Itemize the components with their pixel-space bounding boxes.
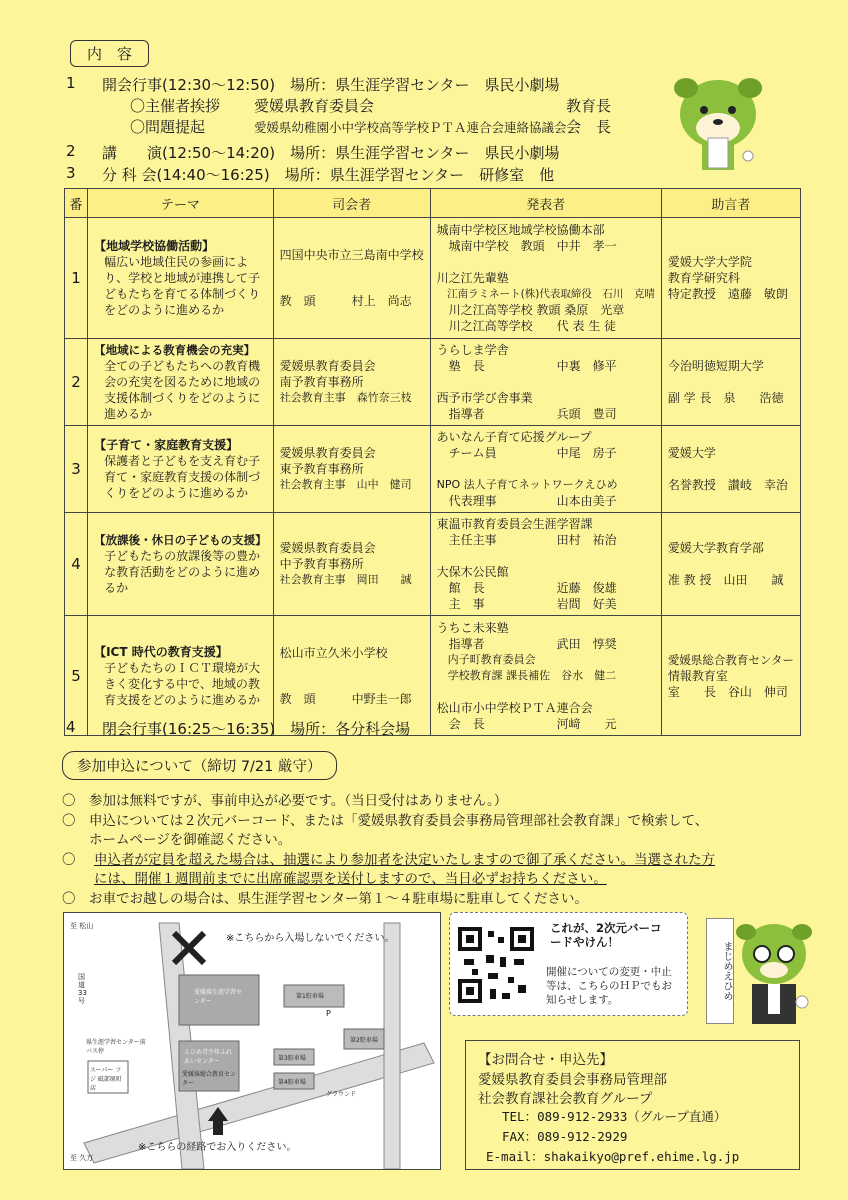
item-1-title: 開会行事(12:30～12:50) 場所：県生涯学習センター 県民小劇場 [102, 76, 560, 94]
row-no: 5 [65, 616, 88, 736]
col-header-host: 司会者 [273, 189, 430, 218]
advisor-name: 室 長 谷山 伸司 [667, 684, 788, 699]
presenter-line: 館 長 近藤 俊雄 [436, 581, 617, 595]
apply-bullet-2a: 〇 申込については２次元バーコード、または「愛媛県教育委員会事務局管理部社会教育課」で検索して、 [62, 813, 709, 829]
apply-bullet-3-mark: 〇 [62, 852, 76, 868]
map-label-p2: 第2駐車場 [350, 1037, 378, 1044]
presenter-line: 城南中学校区地域学校協働本部 [436, 223, 605, 237]
item-4-no: 4 [66, 718, 76, 736]
theme-title: 【放課後・休日の子どもの支援】 [94, 533, 267, 547]
presenter-line: 西予市学び舎事業 [436, 391, 533, 405]
host-name: 教 頭 村上 尚志 [279, 294, 412, 308]
advisor-dept [668, 556, 794, 572]
host-org: 愛媛県教育委員会 [279, 446, 376, 460]
advisor-org: 愛媛県総合教育センター [667, 652, 794, 667]
map-label-edu: 愛媛県総合教育センター [182, 1071, 237, 1087]
access-map [63, 912, 441, 1170]
host-office [280, 263, 424, 279]
contact-email[interactable]: E-mail：shakaikyo@pref.ehime.lg.jp [486, 1149, 740, 1164]
host-org: 愛媛県教育委員会 [279, 541, 376, 555]
item-3-title: 分 科 会(14:40～16:25) 場所：県生涯学習センター 研修室 他 [102, 166, 555, 184]
qr-box [449, 912, 688, 1016]
map-label-p4: 第4駐車場 [278, 1079, 306, 1086]
presenter-line: 川之江高等学校 教頭 桑原 光章 [436, 303, 625, 317]
presenter-line: 指導者 兵頭 豊司 [436, 407, 617, 421]
breakout-table [64, 188, 801, 736]
contact-box [465, 1040, 800, 1170]
presenter-line: 東温市教育委員会生涯学習課 [436, 517, 593, 531]
item-1-no: 1 [66, 74, 76, 92]
advisor-org: 今治明徳短期大学 [667, 359, 764, 373]
presenter-line: チーム員 中尾 房子 [436, 446, 617, 460]
theme-body: 全ての子どもたちへの教育機会の充実を図るために地域の支援体制づくりをどのように進めるか [104, 359, 261, 421]
contact-title: 【お問合せ・申込先】 [478, 1052, 613, 1068]
host-org: 四国中央市立三島南中学校 [279, 248, 424, 262]
qr-description: 開催についての変更・中止等は、こちらのＨＰでもお知らせします。 [546, 966, 672, 1006]
theme-title: 【地域による教育機会の充実】 [94, 343, 256, 357]
presenter-line [437, 548, 655, 564]
item-1-sub1-label: 〇主催者挨拶 [130, 97, 221, 115]
qr-callout: これが、2次元バーコードやけん！ [550, 921, 662, 949]
advisor-name: 特定教授 遠藤 敏朗 [667, 287, 788, 301]
advisor-dept: 教育学研究科 [667, 271, 740, 285]
presenter-line: うちこ未来塾 [436, 620, 509, 635]
map-label-super: スーパー フジ 砥部原町店 [90, 1067, 122, 1092]
advisor-name: 名誉教授 讃岐 幸治 [667, 478, 788, 492]
presenter-line: 川之江高等学校 代 表 生 徒 [436, 319, 617, 333]
contact-tel: TEL：089-912-2933（グループ直通） [502, 1109, 727, 1124]
advisor-org: 愛媛大学 [667, 446, 716, 460]
mascot-icon [668, 66, 768, 176]
map-note-top: ※こちらから入場しないでください。 [226, 933, 395, 944]
item-1-sub2-label: 〇問題提起 [130, 118, 206, 136]
theme-body: 幅広い地域住民の参画により、学校と地域が連携して子どもたちを育てる体制づくりをどのように進めるか [104, 255, 261, 317]
col-header-theme: テーマ [88, 189, 274, 218]
map-label-p1: 第1駐車場 [296, 993, 324, 1000]
table-row [65, 339, 801, 426]
presenter-line: 松山市小中学校ＰＴＡ連合会 [436, 700, 593, 715]
table-row [65, 426, 801, 513]
item-1-sub1-org: 愛媛県教育委員会 [254, 97, 375, 115]
map-label-ground: グラウンド [326, 1091, 357, 1098]
contact-line-2: 社会教育課社会教育グループ [478, 1091, 653, 1107]
apply-bullet-3a: 申込者が定員を超えた場合は、抽選により参加者を決定いたしますので御了承ください。当選された方 [94, 852, 715, 868]
presenter-line: 会 長 河﨑 元 [436, 716, 617, 731]
presenter-line: 指導者 武田 惇奨 [436, 636, 617, 651]
map-label-kuma: 至 久万 [70, 1154, 94, 1162]
presenter-line: 主任主事 田村 祐治 [436, 533, 617, 547]
item-2-no: 2 [66, 142, 76, 160]
advisor-dept: 情報教育室 [667, 668, 728, 683]
advisor-name: 准 教 授 山田 誠 [667, 573, 784, 587]
theme-body: 子どもたちの放課後等の豊かな教育活動をどのように進めるか [104, 549, 261, 595]
table-row [65, 218, 801, 339]
table-row [65, 513, 801, 616]
item-1-sub2-org: 愛媛県幼稚園小中学校高等学校ＰＴＡ連合会連絡協議会 [254, 120, 567, 135]
host-office [280, 661, 424, 677]
map-label-p3: 第3駐車場 [278, 1055, 306, 1062]
presenter-line: 学校教育課 課長補佐 谷水 健二 [436, 668, 617, 682]
qr-code-icon[interactable] [458, 927, 534, 1003]
map-label-matsuyama: 至 松山 [70, 922, 94, 930]
section-heading: 内 容 [70, 40, 149, 67]
presenter-line [437, 461, 655, 477]
advisor-dept [668, 374, 794, 390]
contact-line-1: 愛媛県教育委員会事務局管理部 [478, 1072, 667, 1088]
presenter-line [437, 684, 655, 700]
host-name: 社会教育主事 山中 健司 [279, 478, 412, 491]
presenter-line: あいなん子育て応援グループ [436, 430, 592, 444]
map-label-parking-p: P [326, 1009, 331, 1018]
apply-heading: 参加申込について（締切 7/21 厳守） [62, 751, 337, 780]
table-header-row [65, 189, 801, 218]
col-header-advisor: 助言者 [661, 189, 800, 218]
map-label-route: 国道33号 [78, 973, 87, 1005]
presenter-line: うらしま学舎 [436, 343, 509, 357]
theme-body: 子どもたちのＩＣＴ環境が大きく変化する中で、地域の教育支援をどのように進めるか [104, 660, 261, 707]
presenter-line: 代表理事 山本由美子 [436, 494, 617, 508]
theme-title: 【子育て・家庭教育支援】 [94, 438, 239, 452]
apply-bullet-2b: ホームページを御確認ください。 [62, 832, 292, 848]
item-2-title: 講 演(12:50～14:20) 場所：県生涯学習センター 県民小劇場 [102, 144, 560, 162]
presenter-line: 城南中学校 教頭 中井 孝一 [436, 239, 617, 253]
mascot-sign: まじめえひめ [706, 918, 734, 1024]
apply-bullet-4: 〇 お車でお越しの場合は、県生涯学習センター第１～４駐車場に駐車してください。 [62, 891, 588, 907]
map-note-bottom: ※こちらの経路でお入りください。 [138, 1142, 297, 1153]
presenter-line: 大保木公民館 [436, 565, 509, 579]
advisor-name: 副 学 長 泉 浩徳 [667, 391, 784, 405]
host-org: 愛媛県教育委員会 [279, 359, 376, 373]
apply-bullet-3b: には、開催１週間前までに出席確認票を送付しますので、当日必ずお持ちください。 [94, 871, 607, 887]
row-no: 4 [65, 513, 88, 616]
presenter-line: 内子町教育委員会 [436, 652, 536, 666]
theme-title: 【ICT 時代の教育支援】 [94, 644, 228, 659]
map-label-bus: 県生涯学習センター前バス停 [86, 1039, 146, 1055]
contact-fax: FAX：089-912-2929 [502, 1129, 628, 1144]
host-name: 教 頭 中野圭一郎 [279, 691, 412, 706]
advisor-org: 愛媛大学教育学部 [667, 541, 764, 555]
mascot-glasses-icon [730, 918, 812, 1030]
item-1-sub1-role: 教育長 [566, 97, 612, 115]
map-label-youth: えひめ青少年ふれあいセンター [184, 1049, 233, 1065]
item-4-title: 閉会行事(16:25～16:35) 場所：各分科会場 [102, 720, 411, 738]
col-header-presenter: 発表者 [430, 189, 661, 218]
host-office: 東予教育事務所 [279, 462, 364, 476]
host-office: 中予教育事務所 [279, 557, 364, 571]
presenter-line: 江南ラミネート(株)代表取締役 石川 克晴 [436, 288, 655, 300]
host-office: 南予教育事務所 [279, 375, 364, 389]
row-no: 1 [65, 218, 88, 339]
host-org: 松山市立久米小学校 [279, 645, 388, 660]
advisor-org: 愛媛大学大学院 [667, 255, 752, 269]
presenter-line: NPO 法人子育てネットワークえひめ [436, 478, 618, 491]
item-1-sub2-role: 会 長 [566, 118, 612, 136]
row-no: 3 [65, 426, 88, 513]
item-3-no: 3 [66, 164, 76, 182]
presenter-line: 主 事 岩間 好美 [436, 597, 617, 611]
theme-body: 保護者と子どもを支え育む子育て・家庭教育支援の体制づくりをどのように進めるか [104, 454, 261, 500]
host-name: 社会教育主事 岡田 誠 [279, 573, 412, 586]
presenter-line [437, 374, 655, 390]
map-label-center: 愛媛県生涯学習センター [194, 989, 243, 1005]
presenter-line: 川之江先輩塾 [436, 271, 509, 285]
theme-title: 【地域学校協働活動】 [94, 239, 215, 253]
col-header-no: 番 [65, 189, 88, 218]
advisor-dept [668, 461, 794, 477]
presenter-line [437, 254, 655, 270]
apply-bullet-1: 〇 参加は無料ですが、事前申込が必要です。（当日受付はありません。） [62, 793, 508, 809]
presenter-line: 塾 長 中裏 修平 [436, 359, 617, 373]
host-name: 社会教育主事 森竹奈三枝 [279, 391, 412, 404]
row-no: 2 [65, 339, 88, 426]
